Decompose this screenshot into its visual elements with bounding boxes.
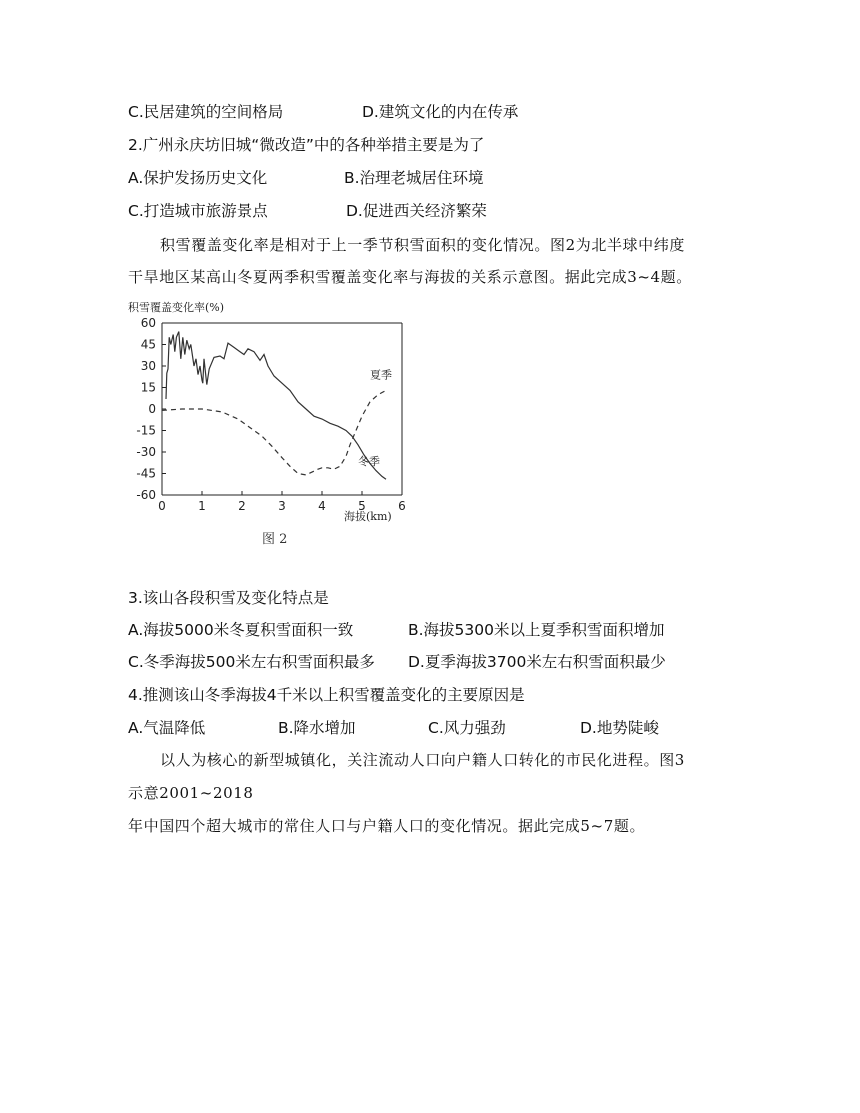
x-tick-label: 0 — [158, 499, 166, 513]
x-tick-label: 1 — [198, 499, 206, 513]
q2-stem: 2.广州永庆坊旧城“微改造”中的各种举措主要是为了 — [128, 136, 485, 154]
q4-stem: 4.推测该山冬季海拔4千米以上积雪覆盖变化的主要原因是 — [128, 686, 525, 704]
y-tick-label: 45 — [140, 337, 156, 352]
q1-option-c: C.民居建筑的空间格局 — [128, 103, 284, 121]
x-tick-label: 4 — [318, 499, 326, 513]
x-tick-label: 2 — [238, 499, 246, 513]
y-tick-label: -60 — [136, 488, 156, 502]
x-tick-label: 3 — [278, 499, 286, 513]
intro-2-line-1: 以人为核心的新型城镇化，关注流动人口向户籍人口转化的市民化进程。图3 — [160, 751, 685, 769]
y-tick-label: 15 — [140, 380, 156, 395]
y-tick-label: -45 — [136, 466, 156, 481]
q4-option-d: D.地势陡峻 — [580, 719, 659, 737]
q2-option-d: D.促进西关经济繁荣 — [346, 202, 487, 220]
q2-option-a: A.保护发扬历史文化 — [128, 169, 268, 187]
q3-option-d: D.夏季海拔3700米左右积雪面积最少 — [408, 653, 666, 671]
summer-series-line — [162, 390, 386, 475]
intro-2-line-3: 年中国四个超大城市的常住人口与户籍人口的变化情况。据此完成5~7题。 — [128, 817, 646, 835]
y-tick-label: -15 — [136, 423, 156, 438]
x-tick-label: 6 — [398, 499, 406, 513]
intro-1-line-2: 干旱地区某高山冬夏两季积雪覆盖变化率与海拔的关系示意图。据此完成3~4题。 — [128, 268, 692, 286]
y-tick-label: -30 — [136, 445, 156, 459]
winter-series-label: 冬季 — [358, 455, 380, 469]
q3-option-c: C.冬季海拔500米左右积雪面积最多 — [128, 653, 375, 671]
q3-stem: 3.该山各段积雪及变化特点是 — [128, 589, 329, 607]
snow-cover-chart — [122, 295, 422, 555]
q4-option-a: A.气温降低 — [128, 719, 206, 737]
chart-y-axis-label: 积雪覆盖变化率(%) — [128, 301, 225, 314]
q1-option-d: D.建筑文化的内在传承 — [362, 103, 519, 121]
q4-option-b: B.降水增加 — [278, 719, 356, 737]
chart-x-axis-label: 海拔(km) — [344, 510, 392, 523]
q2-option-c: C.打造城市旅游景点 — [128, 202, 268, 220]
intro-1-line-1: 积雪覆盖变化率是相对于上一季节积雪面积的变化情况。图2为北半球中纬度 — [160, 236, 685, 254]
y-tick-label: 0 — [148, 402, 156, 416]
q4-option-c: C.风力强劲 — [428, 719, 506, 737]
x-tick-label: 5 — [358, 499, 366, 513]
q2-option-b: B.治理老城居住环境 — [344, 169, 484, 187]
q3-option-a: A.海拔5000米冬夏积雪面积一致 — [128, 621, 354, 639]
figure-caption: 图 2 — [262, 532, 288, 547]
winter-series-line — [166, 332, 386, 480]
summer-series-label: 夏季 — [370, 368, 392, 382]
y-tick-label: 30 — [140, 359, 156, 373]
q3-option-b: B.海拔5300米以上夏季积雪面积增加 — [408, 621, 665, 639]
y-tick-label: 60 — [140, 316, 156, 330]
intro-2-line-2: 示意2001~2018 — [128, 784, 254, 802]
